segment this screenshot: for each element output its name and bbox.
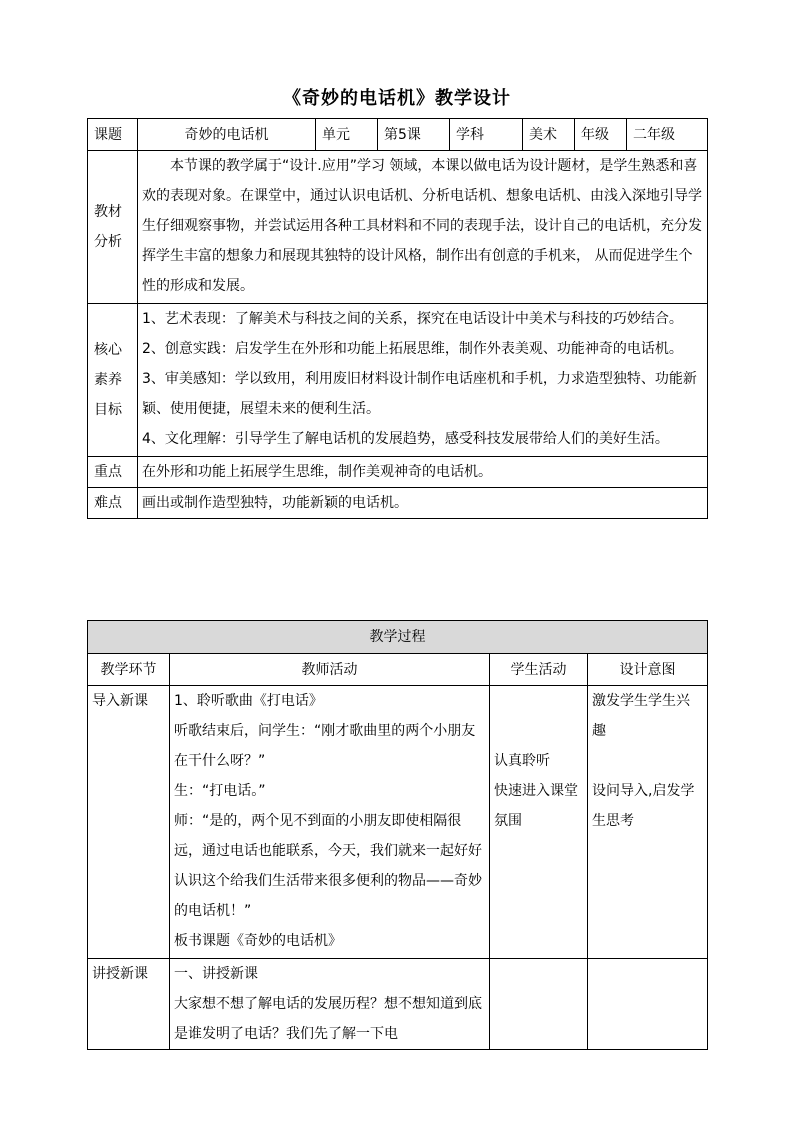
- lesson-info-table: [87, 118, 708, 519]
- teacher-line: 板书课题《奇妙的电话机》: [174, 933, 342, 949]
- teach-intent: [588, 959, 708, 1050]
- core-label-line-1: 核心: [94, 342, 122, 358]
- teacher-line: 一、讲授新课: [174, 966, 258, 982]
- unit-label: 单元: [316, 119, 378, 151]
- teach-stage: 讲授新课: [88, 959, 170, 1050]
- difficulty-text: 画出或制作造型独特，功能新颖的电话机。: [138, 488, 708, 519]
- core-goal-item: 4、文化理解：引导学生了解电话机的发展趋势，感受科技发展带给人们的美好生活。: [142, 431, 669, 447]
- student-line-1: 认真聆听: [494, 753, 550, 769]
- teacher-line: 听歌结束后，问学生：“刚才歌曲里的两个小朋友在干什么呀？”: [174, 723, 476, 769]
- core-goal-item: 2、创意实践：启发学生在外形和功能上拓展思维，制作外表美观、功能神奇的电话机。: [142, 341, 683, 357]
- core-label-line-2: 素养: [94, 372, 122, 388]
- core-row: [88, 304, 708, 457]
- material-label-line-2: 分析: [94, 234, 122, 250]
- info-row: [88, 119, 708, 151]
- process-header-row: [88, 621, 708, 654]
- core-label: [88, 304, 138, 457]
- process-columns-row: [88, 654, 708, 686]
- teacher-line: 大家想不想了解电话的发展历程？想不想知道到底是谁发明了电话？我们先了解一下电: [174, 996, 482, 1042]
- core-goal-item: 3、审美感知：学以致用，利用废旧材料设计制作电话座机和手机，力求造型独特、功能新颖、使用便捷，展望未来的便利生活。: [142, 371, 697, 417]
- key-point-text: 在外形和功能上拓展学生思维，制作美观神奇的电话机。: [138, 457, 708, 488]
- student-line-2: 快速进入课堂氛围: [494, 783, 578, 829]
- column-teacher: 教师活动: [170, 654, 490, 686]
- core-goals: [138, 304, 708, 457]
- intent-1: 激发学生学生兴趣: [592, 693, 690, 739]
- intro-stage: 导入新课: [88, 686, 170, 959]
- grade-label: 年级: [575, 119, 627, 151]
- intent-2: 设问导入,启发学生思考: [592, 783, 695, 829]
- material-label: [88, 151, 138, 304]
- key-point-label: 重点: [88, 457, 138, 488]
- column-student: 学生活动: [490, 654, 588, 686]
- difficulty-label: 难点: [88, 488, 138, 519]
- process-table: [87, 620, 708, 1050]
- process-header: 教学过程: [88, 621, 708, 654]
- intro-teacher: [170, 686, 490, 959]
- column-intent: 设计意图: [588, 654, 708, 686]
- material-text: 本节课的教学属于“设计.应用”学习 领域，本课以做电话为设计题材，是学生熟悉和喜欢的表现对象。在课堂中，通过认识电话机、分析电话机、想象电话机、由浅入深地引导学生仔细观察事物，并尝试运用各种工具材料和不同的表现手法，设计自己的电话机，充分发挥学生丰富的想象力和展现其独特的设计风格，制作出有创意的手机来， 从而促进学生个性的形成和发展。: [138, 151, 708, 304]
- core-goal-item: 1、艺术表现：了解美术与科技之间的关系，探究在电话设计中美术与科技的巧妙结合。: [142, 311, 683, 327]
- teach-teacher: [170, 959, 490, 1050]
- teach-student: [490, 959, 588, 1050]
- subject-label: 学科: [450, 119, 523, 151]
- course-label: 课题: [88, 119, 138, 151]
- difficulty-row: [88, 488, 708, 519]
- intro-intent: [588, 686, 708, 959]
- material-row: [88, 151, 708, 304]
- unit-value: 第5课: [378, 119, 450, 151]
- core-label-line-3: 目标: [94, 402, 122, 418]
- intro-student: [490, 686, 588, 959]
- intro-row: [88, 686, 708, 959]
- grade-value: 二年级: [627, 119, 708, 151]
- subject-value: 美术: [523, 119, 575, 151]
- column-stage: 教学环节: [88, 654, 170, 686]
- material-label-line-1: 教材: [94, 204, 122, 220]
- teacher-line: 师：“是的，两个见不到面的小朋友即使相隔很远，通过电话也能联系，今天，我们就来一起好好认识这个给我们生活带来很多便利的物品——奇妙的电话机！”: [174, 813, 482, 919]
- teacher-line: 生：“打电话。”: [174, 783, 266, 799]
- teacher-line: 1、聆听歌曲《打电话》: [174, 693, 323, 709]
- key-point-row: [88, 457, 708, 488]
- course-value: 奇妙的电话机: [138, 119, 316, 151]
- teach-row: [88, 959, 708, 1050]
- document-title: 《奇妙的电话机》教学设计: [283, 88, 511, 109]
